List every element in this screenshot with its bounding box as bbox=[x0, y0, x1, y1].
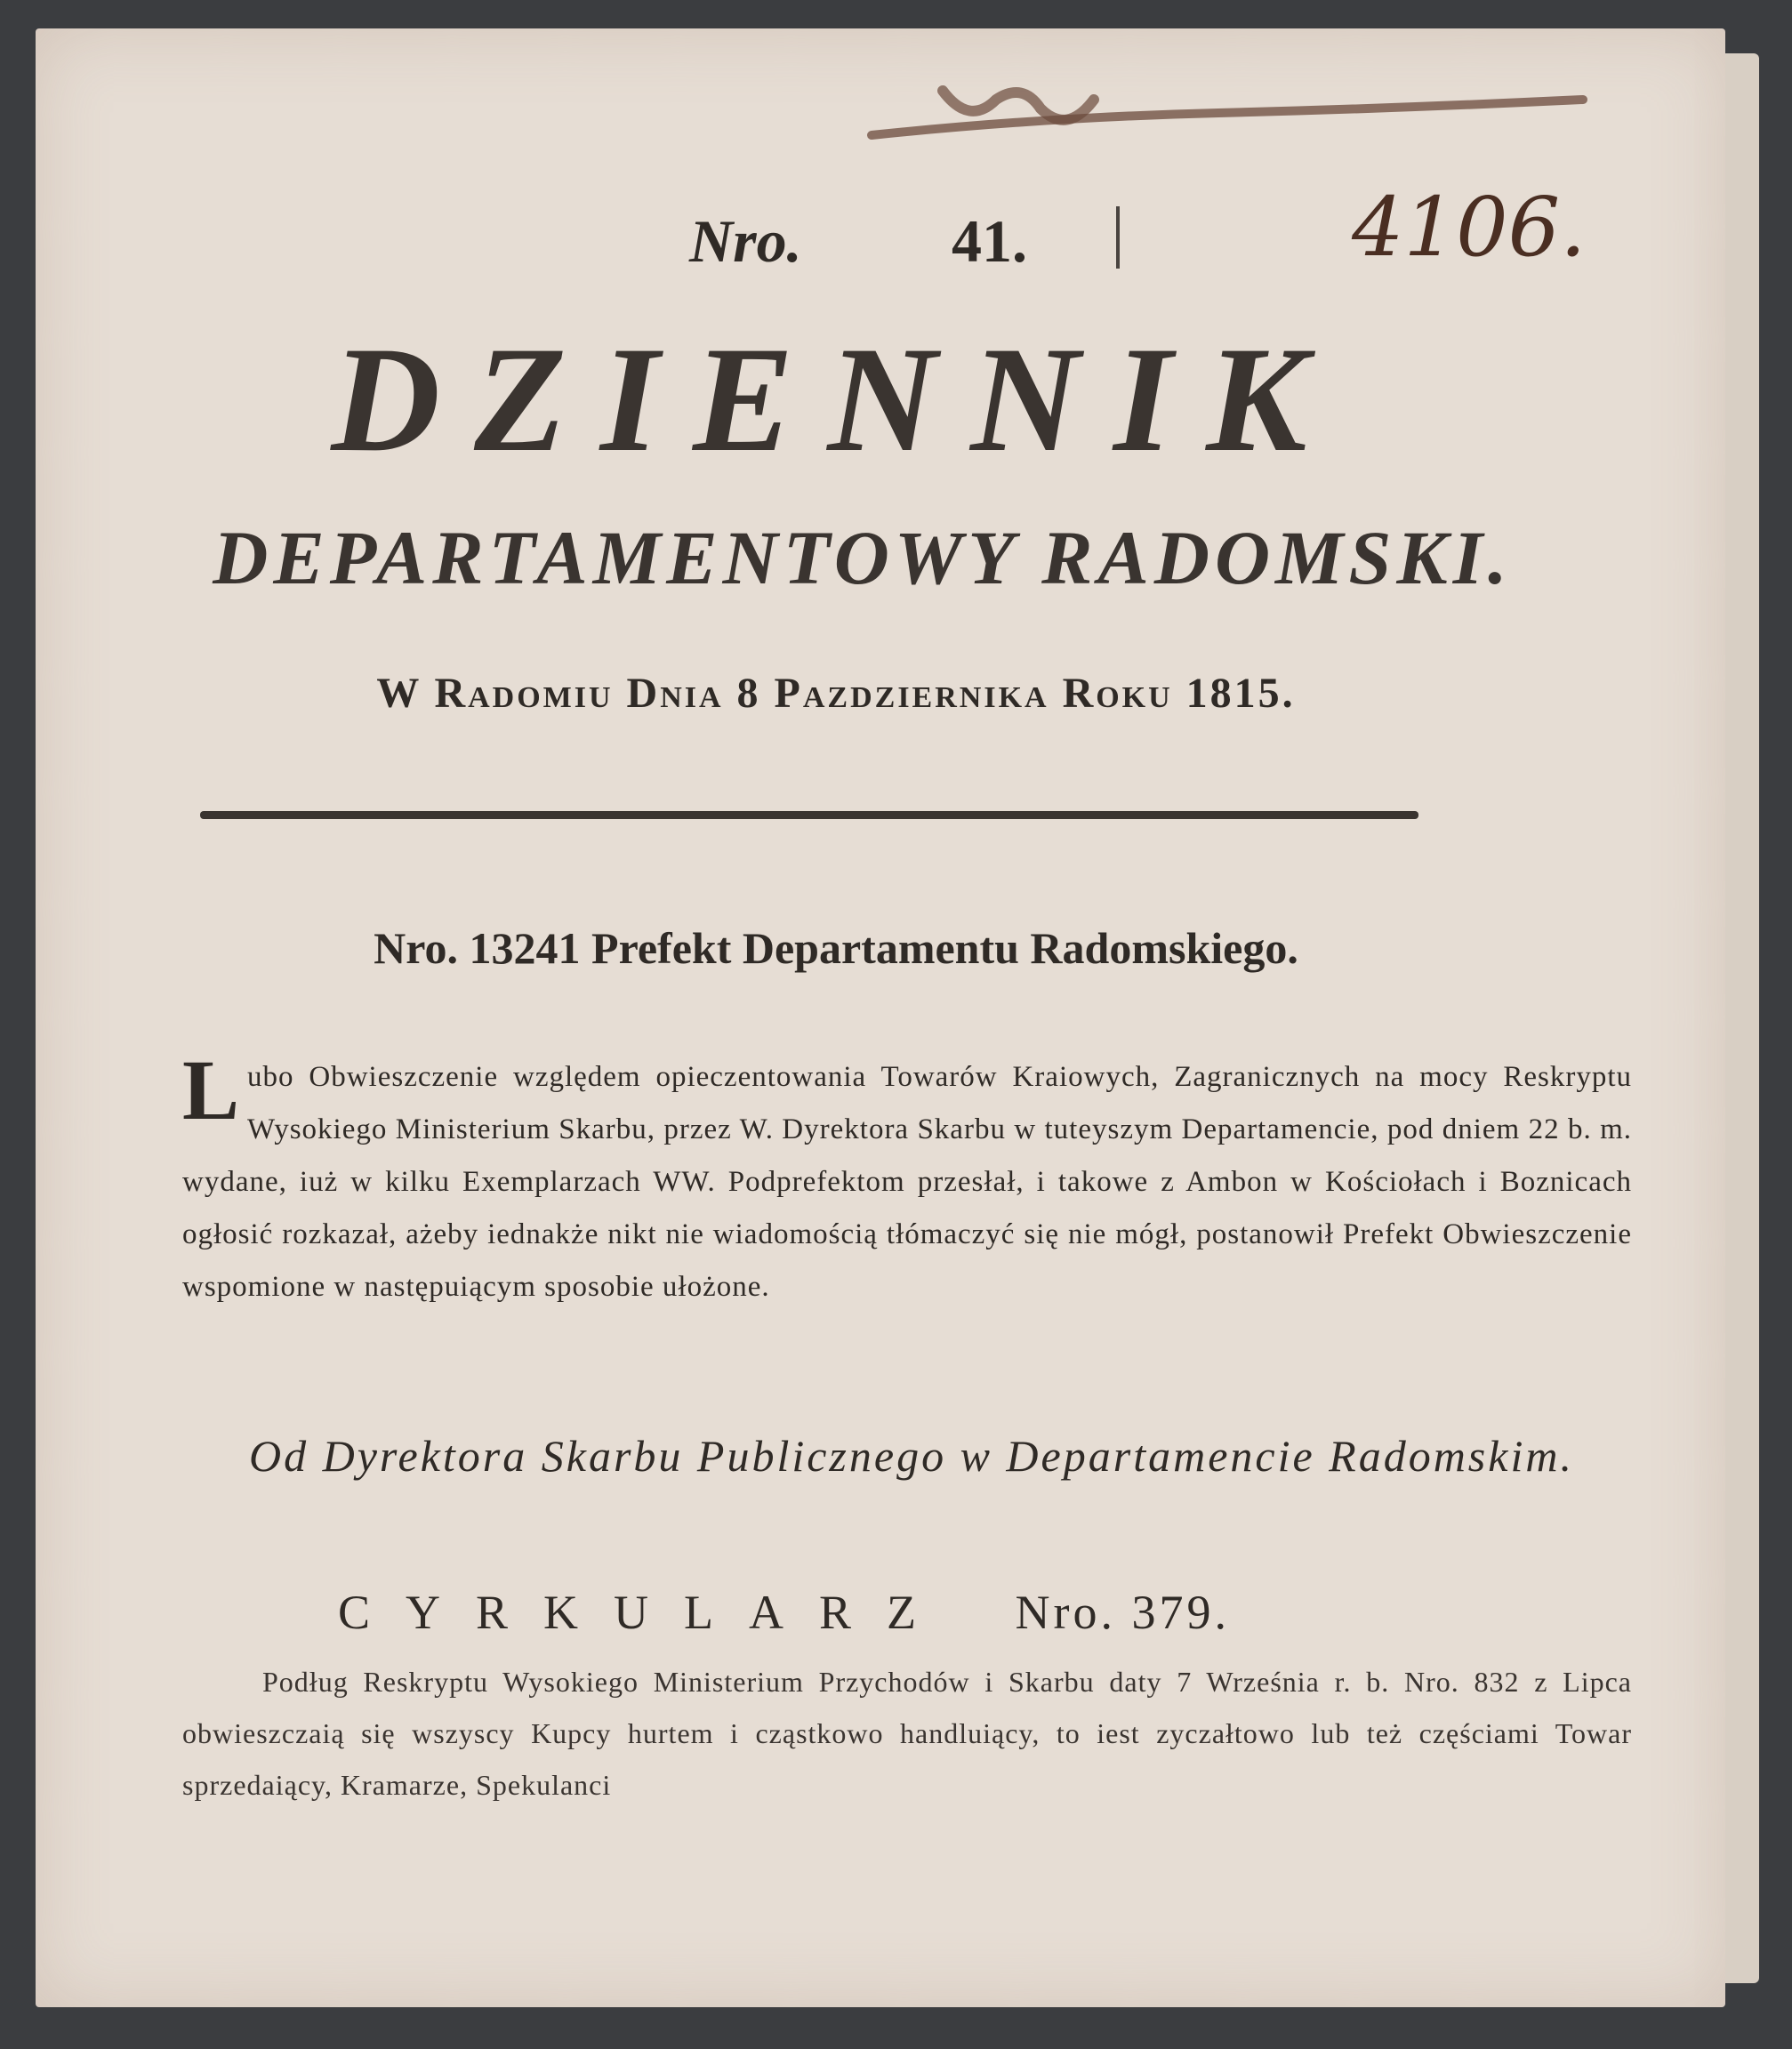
paragraph-1-text: ubo Obwieszczenie względem opieczentowania Towarów Kraiowych, Zagranicznych na mocy Reskryptu Wysokiego Ministerium Skarbu, przez W. Dyrektora Skarbu w tuteyszym Departamencie, pod dniem 22 b. m. wydane, iuż w kilku Exemplarzach WW. Podprefektom przesłał, i takowe z Ambon w Kościołach i Boznicach ogłosić rozkazał, ażeby iednakże nikt nie wiadomością tłómaczyć się nie mógł, postanowił Prefekt Obwieszczenie wspomione w następuiącym sposobie ułożone. bbox=[182, 1061, 1632, 1303]
header-divider bbox=[1116, 206, 1120, 269]
cyrkularz-title: CYRKULARZ bbox=[338, 1586, 952, 1639]
drop-cap: L bbox=[182, 1042, 241, 1137]
paragraph-2: Podług Reskryptu Wysokiego Ministerium Przychodów i Skarbu daty 7 Września r. b. Nro. 832 z Lipca obwieszczaią się wszyscy Kupcy hurtem i cząstkowo handluiący, to iest zyczałtowo lub też częściami Towar sprzedaiący, Kramarze, Spekulanci bbox=[182, 1666, 1632, 1801]
cyrkularz-heading bbox=[338, 1585, 1583, 1640]
issue-number: 41. bbox=[952, 207, 1027, 275]
newspaper-subtitle: DEPARTAMENTOWY RADOMSKI. bbox=[213, 515, 1513, 600]
handwritten-number: 4106. bbox=[1352, 180, 1587, 275]
newspaper-title: DZIENNIK bbox=[331, 316, 1341, 483]
document-page bbox=[36, 28, 1725, 2007]
issue-label: Nro. bbox=[689, 207, 802, 275]
horizontal-rule bbox=[200, 811, 1418, 819]
dateline: W Radomiu Dnia 8 Pazdziernika Roku 1815. bbox=[376, 670, 1296, 717]
italic-heading: Od Dyrektora Skarbu Publicznego w Departamencie Radomskim. bbox=[249, 1431, 1574, 1481]
section-heading: Nro. 13241 Prefekt Departamentu Radomskiego. bbox=[374, 923, 1298, 973]
issue-header bbox=[36, 180, 1725, 295]
cyrkularz-number: Nro. 379. bbox=[1015, 1586, 1230, 1639]
paragraph-1 bbox=[182, 1042, 1632, 1314]
pencil-scribble bbox=[863, 82, 1592, 144]
